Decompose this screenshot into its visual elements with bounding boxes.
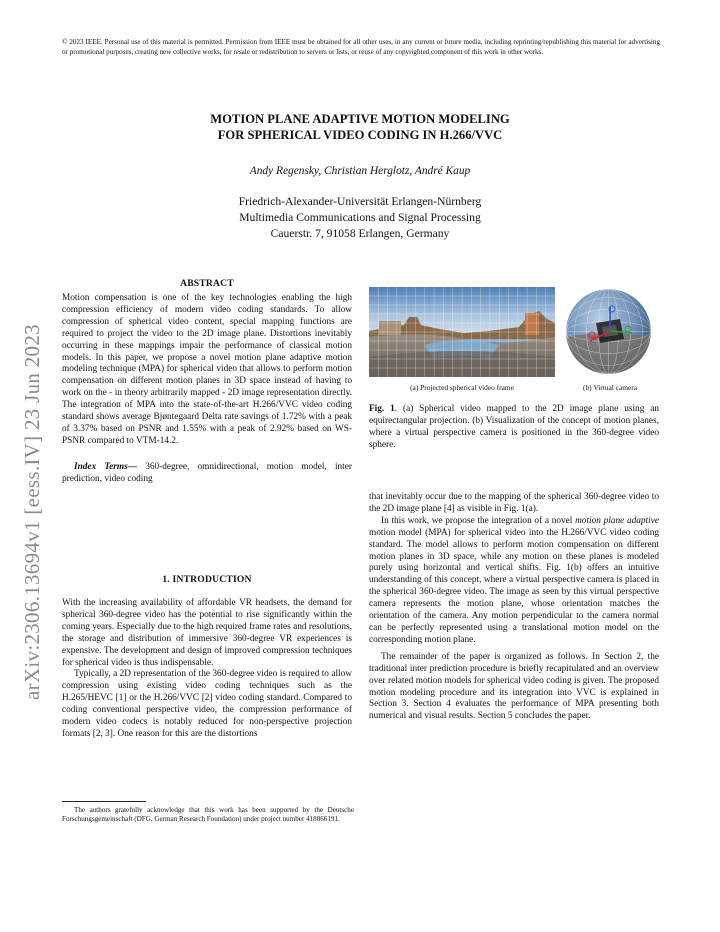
virtual-camera-drawing <box>566 289 651 374</box>
arxiv-stamp: arXiv:2306.13694v1 [eess.IV] 23 Jun 2023 <box>20 324 44 700</box>
subcaption-b: (b) Virtual camera <box>583 383 637 392</box>
intro-body-left <box>62 598 352 741</box>
index-terms-text: 360-degree, omnidirectional, motion model, inter prediction, video coding <box>62 461 352 484</box>
footnote: The authors gratefully acknowledge that this work has been supported by the Deutsche Forschungsgemeinschaft (DFG, German Research Foundation) under project number 418866191. <box>62 806 354 824</box>
affiliation <box>0 194 720 242</box>
intro-body-right <box>369 492 659 723</box>
subcaption-a: (a) Projected spherical video frame <box>410 383 514 392</box>
intro-paragraph-1: With the increasing availability of affordable VR headsets, the demand for spherical 360-degree video has the potential to rise significantly within the coming years. Especially due to the high required frame rates and resolutions, the storage and distribution of immersive 360-degree VR experiences is expensive. The development and design of improved compression techniques for spherical video is thus indispensable. <box>62 598 352 668</box>
equirectangular-frame-image <box>369 287 555 377</box>
paper-title <box>0 112 720 143</box>
abstract-heading: ABSTRACT <box>180 278 234 289</box>
index-terms <box>62 462 352 486</box>
intro-paragraph-3 <box>369 516 659 647</box>
intro-p3-start: In this work, we propose the integration of a novel <box>381 515 576 526</box>
intro-heading: 1. INTRODUCTION <box>162 574 252 585</box>
virtual-camera-sphere <box>566 289 651 374</box>
abstract-text: Motion compensation is one of the key technologies enabling the high compression efficiency of modern video coding standards. To allow compression of spherical video content, special mapping functions are required to project the video to the 2D image plane. Distortions inevitably occurring in these mappings impair the performance of classical motion models. In this paper, we propose a novel motion plane adaptive motion modeling technique (MPA) for spherical video that allows to perform motion compensation on different motion planes in 3D space instead of having to work on the - in theory arbitrarily mapped - 2D image representation directly. The integration of MPA into the state-of-the-art H.266/VVC video coding standard shows average Bjøntegaard Delta rate savings of 1.72% with a peak of 3.37% based on PSNR and 1.55% with a peak of 2.92% based on WS-PSNR compared to VTM-14.2. <box>62 293 352 446</box>
abstract-body <box>62 293 352 486</box>
intro-paragraph-2: Typically, a 2D representation of the 360-degree video is required to allow compression using existing video coding techniques such as the H.265/HEVC [1] or the H.266/VVC [2] video coding standard. Compared to coding conventional perspective video, the compression performance of modern video codecs is notably reduced for non-perspective projection formats [2, 3]. One reason for this are the distortions <box>62 669 352 739</box>
figure-caption <box>369 404 659 452</box>
copyright-notice: © 2023 IEEE. Personal use of this material is permitted. Permission from IEEE must be obtained for all other uses, in any current or future media, including reprinting/republishing this material for advertising or promotional purposes, creating new collective works, for resale or redistribution to servers or lists, or reuse of any copyrighted component of this work in other works. <box>62 38 660 56</box>
intro-paragraph-2-continued: that inevitably occur due to the mapping of the spherical 360-degree video to the 2D image plane [4] as visible in Fig. 1(a). <box>369 492 659 514</box>
figure-caption-label: Fig. 1 <box>369 404 395 414</box>
title-line-2: FOR SPHERICAL VIDEO CODING IN H.266/VVC <box>217 127 503 142</box>
affiliation-line-2: Multimedia Communications and Signal Processing <box>239 211 481 224</box>
equirectangular-frame-drawing <box>369 287 555 377</box>
footnote-rule <box>62 801 146 802</box>
index-terms-label: Index Terms— <box>74 461 138 472</box>
authors: Andy Regensky, Christian Herglotz, André Kaup <box>249 165 471 177</box>
intro-paragraph-4: The remainder of the paper is organized as follows. In Section 2, the traditional inter prediction procedure is briefly recapitulated and an overview over related motion models for spherical video coding is given. The proposed motion modeling procedure and its integration into VVC is explained in Section 3. Section 4 evaluates the performance of MPA presenting both numerical and visual results. Section 5 concludes the paper. <box>369 651 659 722</box>
affiliation-line-3: Cauerstr. 7, 91058 Erlangen, Germany <box>270 227 450 240</box>
affiliation-line-1: Friedrich-Alexander-Universität Erlangen-Nürnberg <box>238 195 482 208</box>
title-line-1: MOTION PLANE ADAPTIVE MOTION MODELING <box>210 112 510 126</box>
intro-p3-emphasis: motion plane adaptive <box>575 515 659 526</box>
intro-p3-end: motion model (MPA) for spherical video into the H.266/VVC video coding standard. The model allows to perform motion compensation on different motion planes in 3D space, while any motion on these planes is modeled purely using horizontal and vertical shifts. Fig. 1(b) offers an intuitive understanding of this concept, where a virtual perspective camera is placed in the spherical 360-degree video. The image as seen by this virtual perspective camera represents the motion plane, whose orientation matches the orientation of the camera. Any motion perpendicular to the camera normal can be perfectly represented using a translational motion model on the corresponding motion plane. <box>369 527 659 645</box>
figure-caption-text: . (a) Spherical video mapped to the 2D image plane using an equirectangular projection. (b) Visualization of the concept of motion planes, where a virtual perspective camera is positioned in the 360-degree video sphere. <box>369 404 659 450</box>
